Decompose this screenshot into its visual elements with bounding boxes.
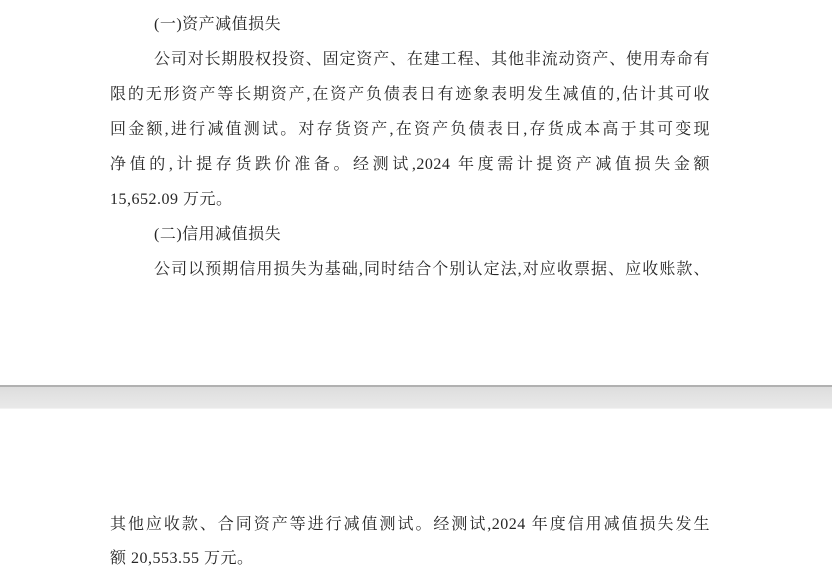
page-1-text-block xyxy=(110,7,710,287)
section-heading-credit-impairment: (二)信用减值损失 xyxy=(154,226,282,243)
paragraph-line: 净值的,计提存货跌价准备。经测试,2024 年度需计提资产减值损失金额 xyxy=(110,156,710,173)
paragraph-line: 公司对长期股权投资、固定资产、在建工程、其他非流动资产、使用寿命有 xyxy=(154,51,710,68)
paragraph-line: 回金额,进行减值测试。对存货资产,在资产负债表日,存货成本高于其可变现 xyxy=(110,121,710,138)
page-break-separator xyxy=(0,385,832,409)
paragraph-line-amount: 额 20,553.55 万元。 xyxy=(110,550,254,567)
paragraph-line: 其他应收款、合同资产等进行减值测试。经测试,2024 年度信用减值损失发生 xyxy=(110,516,710,533)
page-2-text-block xyxy=(110,508,710,576)
section-heading-asset-impairment: (一)资产减值损失 xyxy=(154,16,282,33)
paragraph-line: 限的无形资产等长期资产,在资产负债表日有迹象表明发生减值的,估计其可收 xyxy=(110,86,710,103)
paragraph-line: 公司以预期信用损失为基础,同时结合个别认定法,对应收票据、应收账款、 xyxy=(154,261,710,278)
paragraph-line-amount: 15,652.09 万元。 xyxy=(110,191,233,208)
